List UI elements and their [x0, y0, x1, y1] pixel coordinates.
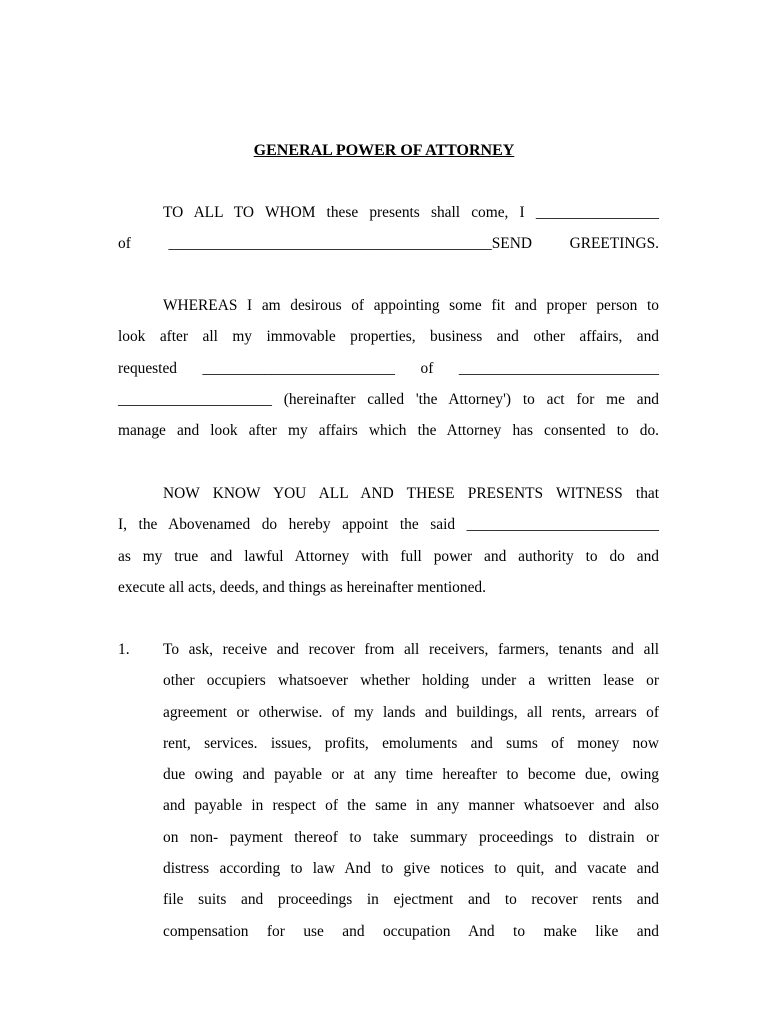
- clause-line: on non- payment thereof to take summary proceedings to distrain or: [163, 828, 659, 846]
- clause-line: agreement or otherwise. of my lands and buildings, all rents, arrears of: [163, 703, 659, 721]
- whereas-paragraph: [118, 290, 659, 446]
- clause-line: and payable in respect of the same in any manner whatsoever and also: [163, 797, 659, 815]
- clause-line: rent, services. issues, profits, emoluments and sums of money now: [163, 734, 659, 752]
- paragraph-line: NOW KNOW YOU ALL AND THESE PRESENTS WITNESS that: [163, 485, 659, 502]
- paragraph-line: execute all acts, deeds, and things as hereinafter mentioned.: [118, 578, 486, 596]
- clause-line: distress according to law And to give notices to quit, and vacate and: [163, 860, 659, 878]
- clause-line: due owing and payable or at any time hereafter to become due, owing: [163, 766, 659, 784]
- clause-line: other occupiers whatsoever whether holding under a written lease or: [163, 672, 659, 690]
- paragraph-line: of __________________________________________SEND GREETINGS.: [118, 235, 659, 253]
- clause-line: To ask, receive and recover from all receivers, farmers, tenants and all: [163, 641, 659, 658]
- clause-number: 1.: [118, 641, 130, 658]
- document-title: GENERAL POWER OF ATTORNEY: [253, 142, 515, 159]
- paragraph-line: TO ALL TO WHOM these presents shall come, I ________________: [163, 204, 659, 221]
- paragraph-line: as my true and lawful Attorney with full power and authority to do and: [118, 547, 659, 565]
- witness-paragraph: [118, 478, 659, 603]
- paragraph-line: manage and look after my affairs which the Attorney has consented to do.: [118, 422, 659, 440]
- clause-line: compensation for use and occupation And to make like and: [163, 922, 659, 940]
- clause-body: [163, 634, 659, 947]
- greeting-paragraph: [118, 197, 659, 260]
- paragraph-line: I, the Abovenamed do hereby appoint the said _________________________: [118, 516, 659, 534]
- paragraph-line: requested _________________________ of __________________________: [118, 359, 659, 377]
- paragraph-line: ____________________ (hereinafter called 'the Attorney') to act for me and: [118, 390, 659, 408]
- paragraph-line: WHEREAS I am desirous of appointing some fit and proper person to: [163, 297, 659, 314]
- clause-line: file suits and proceedings in ejectment and to recover rents and: [163, 891, 659, 909]
- paragraph-line: look after all my immovable properties, business and other affairs, and: [118, 328, 659, 346]
